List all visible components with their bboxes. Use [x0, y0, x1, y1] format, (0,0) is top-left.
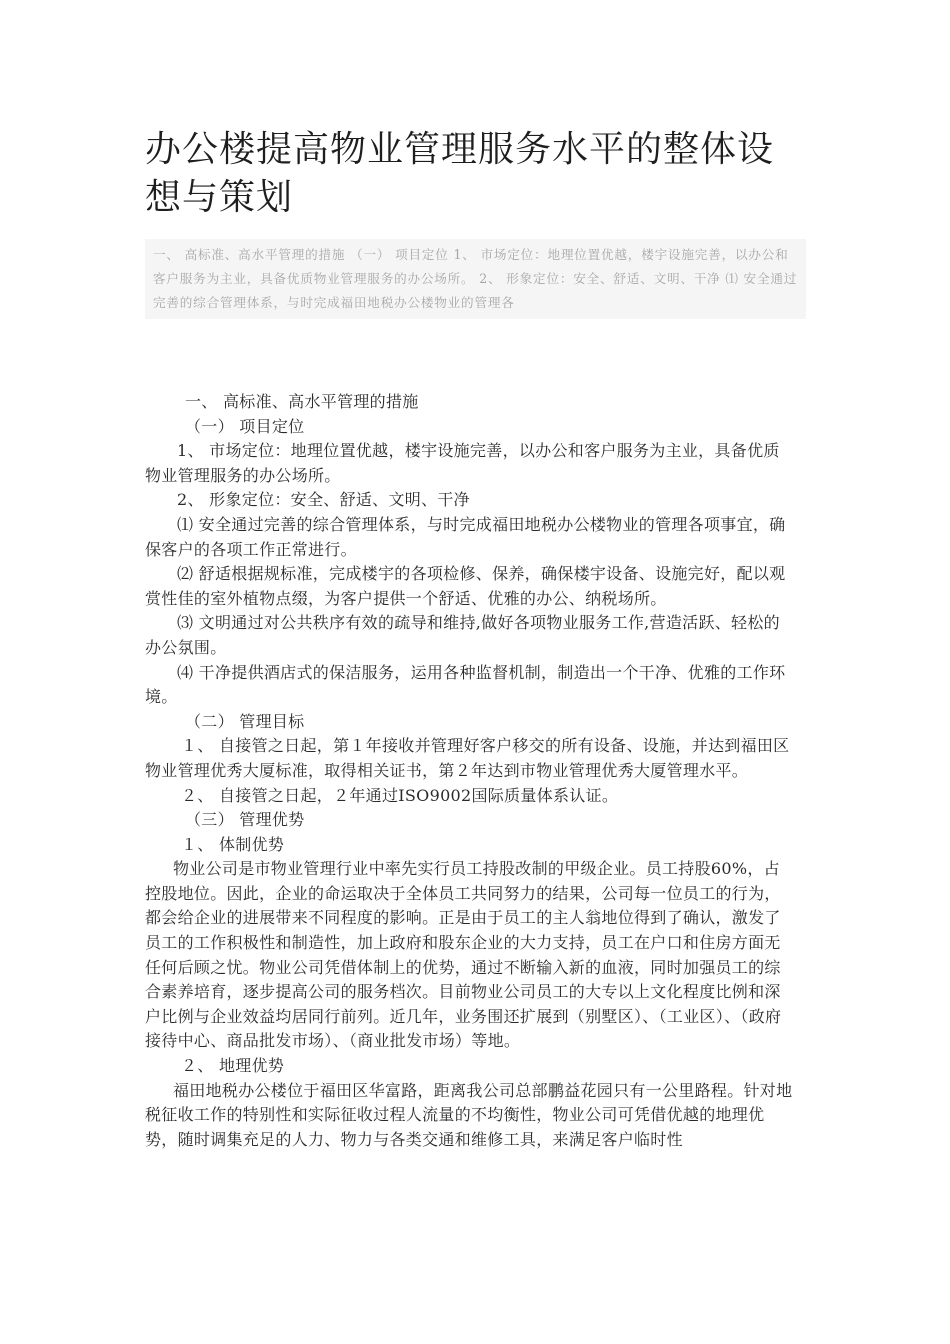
paragraph: 2、 形象定位：安全、舒适、文明、干净: [177, 490, 470, 510]
subsection-heading: （二） 管理目标: [185, 711, 305, 731]
paragraph: ⑵ 舒适根据规标准，完成楼宇的各项检修、保养，确保楼宇设备、设施完好，配以观赏性佳的室外植物点缀，为客户提供一个舒适、优雅的办公、纳税场所。: [145, 564, 786, 608]
paragraph: 福田地税办公楼位于福田区华富路，距离我公司总部鹏益花园只有一公里路程。针对地税征收工作的特别性和实际征收过程人流量的不均衡性，物业公司可凭借优越的地理优势，随时调集充足的人力、物力与各类交通和维修工具，来满足客户临时性: [145, 1080, 793, 1149]
paragraph: ⑷ 干净提供酒店式的保洁服务，运用各种监督机制，制造出一个干净、优雅的工作环境。: [145, 662, 786, 707]
subsection-heading: （一） 项目定位: [185, 416, 305, 436]
paragraph-heading: １、 体制优势: [181, 834, 285, 854]
paragraph-heading: ２、 地理优势: [181, 1056, 285, 1076]
document-body: [145, 390, 795, 1152]
subsection-heading: （三） 管理优势: [185, 810, 305, 830]
paragraph: １、 自接管之日起，第１年接收并管理好客户移交的所有设备、设施，并达到福田区物业管理优秀大厦标准，取得相关证书，第２年达到市物业管理优秀大厦管理水平。: [145, 736, 790, 780]
paragraph: 1、 市场定位：地理位置优越，楼宇设施完善，以办公和客户服务为主业，具备优质物业管理服务的办公场所。: [145, 441, 780, 485]
paragraph: ⑶ 文明通过对公共秩序有效的疏导和维持,做好各项物业服务工作,营造活跃、轻松的办公氛围。: [145, 613, 780, 657]
summary-excerpt: 一、 高标准、高水平管理的措施 （一） 项目定位 1、 市场定位：地理位置优越，楼宇设施完善，以办公和客户服务为主业，具备优质物业管理服务的办公场所。 2、 形象定位：安全、舒适、文明、干净 ⑴ 安全通过完善的综合管理体系，与时完成福田地税办公楼物业的管理各: [145, 239, 806, 319]
section-heading: 一、 高标准、高水平管理的措施: [185, 392, 419, 411]
paragraph: ２、 自接管之日起，２年通过ISO9002国际质量体系认证。: [181, 785, 619, 805]
paragraph: 物业公司是市物业管理行业中率先实行员工持股改制的甲级企业。员工持股60%，占控股地位。因此，企业的命运取决于全体员工共同努力的结果，公司每一位员工的行为，都会给企业的进展带来不同程度的影响。正是由于员工的主人翁地位得到了确认，激发了员工的工作积极性和制造性，加上政府和股东企业的大力支持，员工在户口和住房方面无任何后顾之忧。物业公司凭借体制上的优势，通过不断输入新的血液，同时加强员工的综合素养培育，逐步提高公司的服务档次。目前物业公司员工的大专以上文化程度比例和深户比例与企业效益均居同行前列。近几年，业务围还扩展到（别墅区）、（工业区）、（政府接待中心、商品批发市场）、（商业批发市场）等地。: [145, 859, 782, 1051]
document-title: 办公楼提高物业管理服务水平的整体设想与策划: [145, 129, 775, 218]
paragraph: ⑴ 安全通过完善的综合管理体系，与时完成福田地税办公楼物业的管理各项事宜，确保客户的各项工作正常进行。: [145, 514, 786, 559]
